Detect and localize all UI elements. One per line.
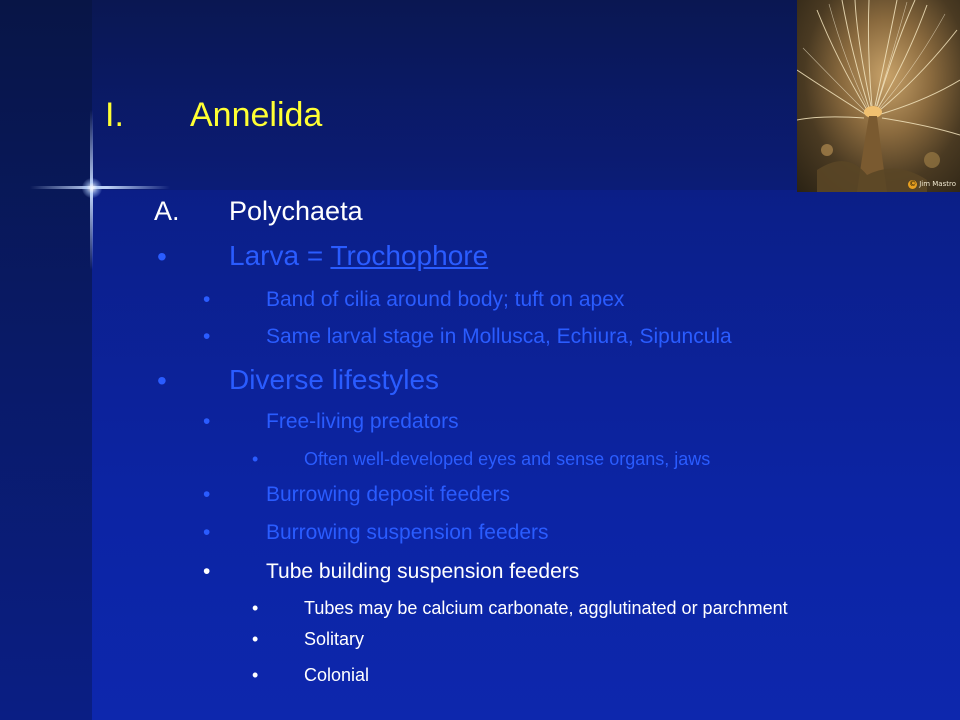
bullet: •: [203, 521, 211, 544]
photo-credit: [908, 180, 956, 189]
bullet: •: [252, 629, 259, 649]
list-item: Same larval stage in Mollusca, Echiura, Sipuncula: [266, 325, 732, 348]
list-item: Band of cilia around body; tuft on apex: [266, 288, 625, 311]
list-item-highlighted: Solitary: [304, 629, 365, 649]
trochophore-link[interactable]: Trochophore: [330, 240, 489, 271]
bullet: •: [252, 598, 259, 618]
bullet: •: [203, 410, 211, 433]
copyright-icon: ©: [909, 180, 917, 188]
left-background-band: [0, 0, 92, 720]
list-item: Often well-developed eyes and sense organs, jaws: [304, 449, 711, 469]
page-title: Annelida: [190, 96, 323, 134]
list-item: Burrowing deposit feeders: [266, 483, 510, 506]
bullet: •: [157, 241, 167, 272]
bullet: •: [203, 483, 211, 506]
tube-worm-illustration: [797, 0, 960, 192]
list-item-larva: [229, 240, 488, 272]
list-item-highlighted: Colonial: [304, 665, 370, 685]
title-number: I.: [105, 96, 124, 134]
photo-credit-text: Jim Mastro: [919, 180, 956, 188]
star-flare-center: [82, 178, 102, 198]
tube-worm-photo: [797, 0, 960, 192]
section-letter: A.: [154, 196, 180, 226]
section-heading: Polychaeta: [229, 196, 363, 226]
list-item: Burrowing suspension feeders: [266, 521, 549, 544]
list-item: Free-living predators: [266, 410, 459, 433]
list-item-highlighted: Tubes may be calcium carbonate, agglutinated or parchment: [304, 598, 788, 618]
bullet: •: [203, 288, 211, 311]
bullet: •: [252, 449, 259, 469]
bullet: •: [203, 560, 211, 583]
list-item-text: Larva =: [229, 240, 331, 271]
bullet: •: [252, 665, 259, 685]
list-item: Diverse lifestyles: [229, 364, 440, 395]
bullet: •: [157, 365, 167, 396]
bullet: •: [203, 325, 211, 348]
list-item-highlighted: Tube building suspension feeders: [266, 560, 580, 583]
